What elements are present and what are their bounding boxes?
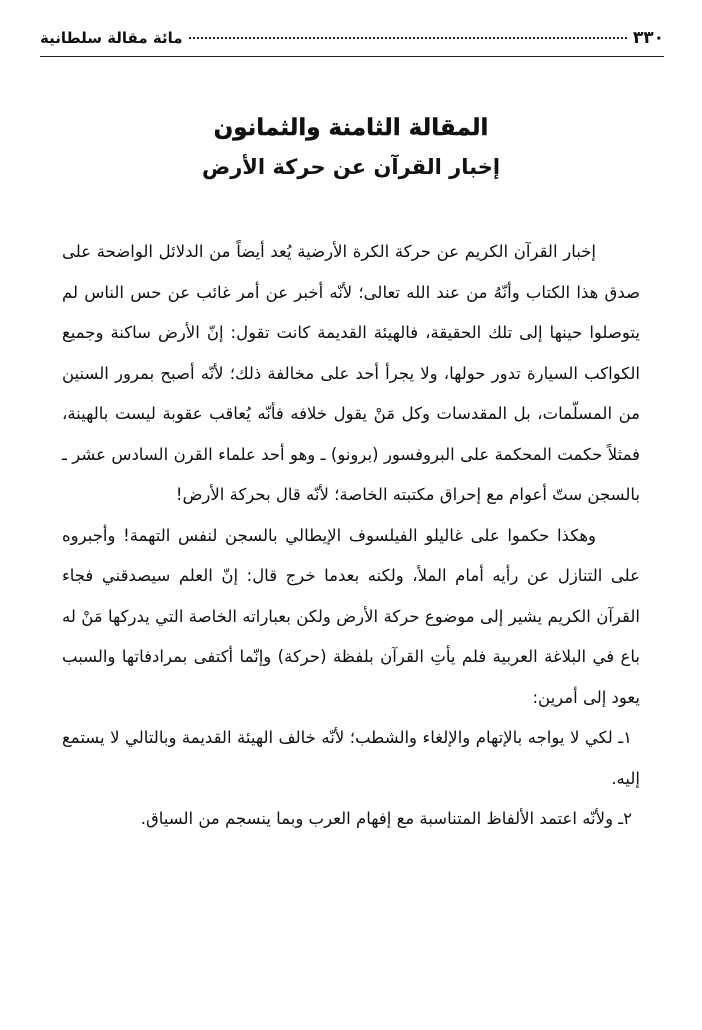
header-dot-leader xyxy=(189,37,627,39)
chapter-heading xyxy=(40,108,662,186)
page-header xyxy=(40,28,664,58)
list-item: ١ـ لكي لا يواجه بالإتهام والإلغاء والشطب؛ لأنّه خالف الهيئة القديمة وبالتالي لا يستمع إليه. xyxy=(62,728,640,788)
list-item: ٢ـ ولأنّه اعتمد الألفاظ المتناسبة مع إفهام العرب وبما ينسجم من السياق. xyxy=(140,809,632,828)
header-rule xyxy=(40,56,664,57)
chapter-subtitle: إخبار القرآن عن حركة الأرض xyxy=(201,155,501,179)
article-body xyxy=(62,232,640,840)
paragraph: إخبار القرآن الكريم عن حركة الكرة الأرضية يُعد أيضاً من الدلائل الواضحة على صدق هذا الكتاب وأنّهُ من عند الله تعالى؛ لأنّه أخبر عن أمر غائب عن حس الناس لم يتوصلوا حينها إلى تلك الحقيقة، فالهيئة القديمة كانت تقول: إنّ الأرض ساكنة وجميع الكواكب السيارة تدور حولها، ولا يجرأ أحد على مخالفة ذلك؛ لأنّه أصبح بمرور السنين من المسلّمات، بل المقدسات وكل مَنْ يقول خلافه فأنّه يُعاقب عقوبة ليست بالهينة، فمثلاً حكمت المحكمة على البروفسور (برونو) ـ وهو أحد علماء القرن السادس عشر ـ بالسجن ستّ أعوام مع إحراق مكتبته الخاصة؛ لأنّه قال بحركة الأرض! xyxy=(62,242,640,504)
paragraph: وهكذا حكموا على غاليلو الفيلسوف الإيطالي بالسجن لنفس التهمة! وأجبروه على التنازل عن رأيه أمام الملأ، ولكنه بعدما خرج قال: إنّ العلم سيصدقني فجاء القرآن الكريم يشير إلى موضوع حركة الأرض ولكن بعباراته الخاصة التي يدركها مَنْ له باع في البلاغة العربية فلم يأتِ القرآن بلفظة (حركة) وإنّما أكتفى بمرادفاتها والسبب يعود إلى أمرين: xyxy=(62,525,640,707)
running-title: مائة مقالة سلطانية xyxy=(40,29,183,47)
chapter-title: المقالة الثامنة والثمانون xyxy=(213,115,489,141)
page-number: ٣٣٠ xyxy=(632,28,664,48)
